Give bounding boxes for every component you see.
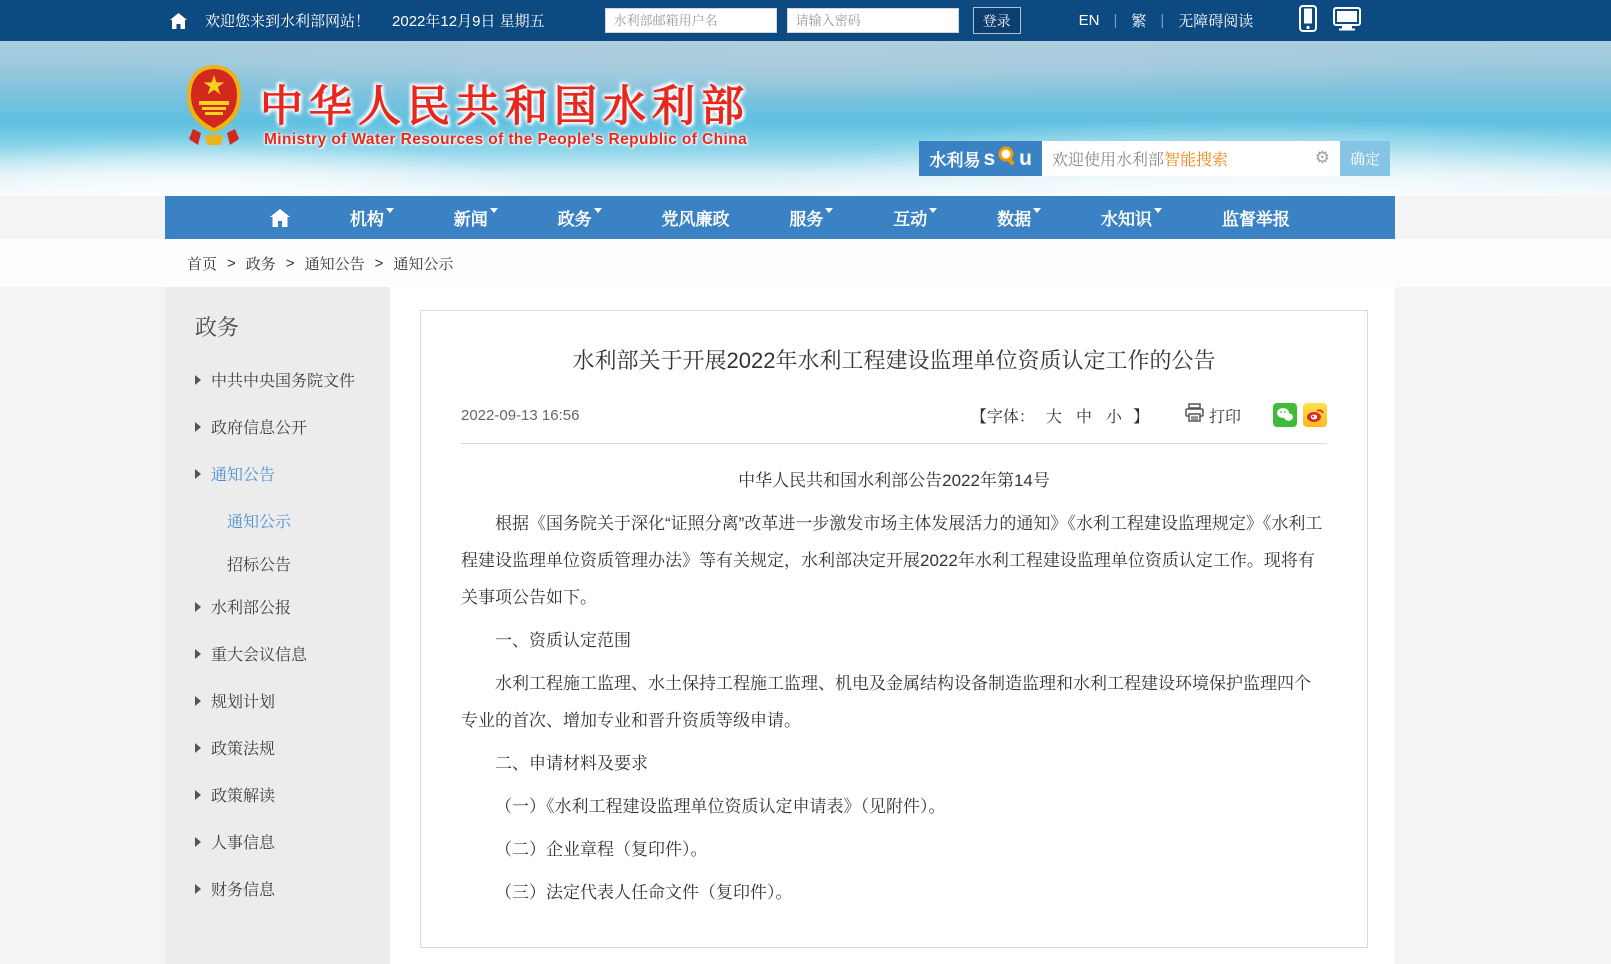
welcome-text: 欢迎您来到水利部网站！ <box>205 13 371 30</box>
triangle-right-icon <box>195 790 201 800</box>
sidebar-item-policies-regulations[interactable]: 政策法规 <box>195 736 390 759</box>
site-subtitle: Ministry of Water Resources of the People's Republic of China <box>264 131 748 148</box>
breadcrumb-separator: > <box>227 255 236 272</box>
caret-down-icon <box>929 208 937 213</box>
article-paragraph: （三）法定代表人任命文件（复印件）。 <box>495 883 793 902</box>
nav-item-supervision-report[interactable]: 监督举报 <box>1221 210 1290 229</box>
accessibility-link[interactable]: 无障碍阅读 <box>1178 13 1254 30</box>
printer-icon <box>1185 404 1204 427</box>
content-area <box>165 287 1395 964</box>
article-section-heading: 一、资质认定范围 <box>495 631 631 650</box>
triangle-right-icon <box>195 837 201 847</box>
breadcrumb-home[interactable]: 首页 <box>187 256 218 273</box>
site-search-input[interactable] <box>1042 141 1340 176</box>
nav-item-services[interactable]: 服务 <box>789 205 833 230</box>
article-paragraph: （二）企业章程（复印件）。 <box>495 840 708 859</box>
triangle-right-icon <box>195 696 201 706</box>
document-number: 中华人民共和国水利部公告2022年第14号 <box>738 471 1050 490</box>
national-emblem-logo <box>183 63 245 152</box>
nav-home[interactable] <box>270 209 290 227</box>
breadcrumb-gov-affairs[interactable]: 政务 <box>245 256 276 273</box>
weibo-share-icon[interactable] <box>1303 403 1327 427</box>
font-size-small-button[interactable]: 小 <box>1105 408 1122 426</box>
nav-item-news[interactable]: 新闻 <box>454 205 498 230</box>
publish-date: 2022-09-13 16:56 <box>461 406 580 424</box>
caret-down-icon <box>490 208 498 213</box>
magnifier-icon <box>998 146 1016 171</box>
mail-username-input[interactable] <box>605 8 777 33</box>
sidebar-item-gov-info-disclosure[interactable]: 政府信息公开 <box>195 415 390 438</box>
nav-item-data[interactable]: 数据 <box>997 205 1041 230</box>
sidebar-item-notice-publicity[interactable]: 通知公示 <box>227 514 292 531</box>
article-paragraph: （一）《水利工程建设监理单位资质认定申请表》（见附件）。 <box>495 797 946 816</box>
site-search-bar <box>919 141 1390 176</box>
triangle-right-icon <box>195 743 201 753</box>
font-size-medium-button[interactable]: 中 <box>1075 408 1092 426</box>
lang-en-link[interactable]: EN <box>1078 12 1100 29</box>
sidebar-item-financial-info[interactable]: 财务信息 <box>195 877 390 900</box>
article-paragraph: 水利工程施工监理、水土保持工程施工监理、机电及金属结构设备制造监理和水利工程建设环境保护监理四个专业的首次、增加专业和晋升资质等级申请。 <box>461 674 1311 730</box>
breadcrumb-notice-publicity[interactable]: 通知公示 <box>393 256 454 273</box>
separator: | <box>1113 12 1118 29</box>
mail-password-input[interactable] <box>787 8 959 33</box>
article-meta <box>461 403 1327 444</box>
main-navigation <box>165 196 1395 239</box>
gear-icon[interactable]: ⚙ <box>1314 148 1330 167</box>
article-section-heading: 二、申请材料及要求 <box>495 754 648 773</box>
nav-item-water-knowledge[interactable]: 水知识 <box>1101 205 1162 230</box>
caret-down-icon <box>1033 208 1041 213</box>
triangle-right-icon <box>195 884 201 894</box>
lang-traditional-link[interactable]: 繁 <box>1131 13 1147 30</box>
search-placeholder: 欢迎使用水利部 <box>1052 152 1165 169</box>
breadcrumb-separator: > <box>374 255 384 272</box>
article-title: 水利部关于开展2022年水利工程建设监理单位资质认定工作的公告 <box>572 348 1216 373</box>
sidebar-title: 政务 <box>195 315 240 340</box>
wechat-share-icon[interactable] <box>1273 403 1297 427</box>
home-icon[interactable] <box>170 13 187 29</box>
sidebar-item-bidding-announcements[interactable]: 招标公告 <box>227 557 292 574</box>
breadcrumb-notices[interactable]: 通知公告 <box>304 256 365 273</box>
sidebar-item-notices[interactable]: 通知公告 <box>195 462 390 485</box>
sidebar-item-mwr-gazette[interactable]: 水利部公报 <box>195 595 390 618</box>
triangle-right-icon <box>195 469 201 479</box>
search-placeholder-highlight: 智能搜索 <box>1164 152 1229 169</box>
font-size-label: 【字体： <box>970 408 1035 426</box>
print-label: 打印 <box>1208 408 1241 426</box>
print-button[interactable] <box>1185 404 1241 427</box>
article-box <box>420 310 1368 948</box>
article-body <box>461 444 1327 911</box>
login-button[interactable]: 登录 <box>973 7 1021 34</box>
article-paragraph: 根据《国务院关于深化“证照分离”改革进一步激发市场主体发展活力的通知》《水利工程建设监理规定》《水利工程建设监理单位资质管理办法》等有关规定，水利部决定开展2022年水利工程建设监理单位资质认定工作。现将有关事项公告如下。 <box>461 514 1323 607</box>
sidebar-item-major-meetings[interactable]: 重大会议信息 <box>195 642 390 665</box>
breadcrumb <box>165 239 1395 287</box>
font-size-large-button[interactable]: 大 <box>1045 408 1062 426</box>
nav-item-orgs[interactable]: 机构 <box>350 205 394 230</box>
mobile-phone-icon[interactable] <box>1299 5 1317 36</box>
caret-down-icon <box>594 208 602 213</box>
desktop-monitor-icon[interactable] <box>1333 7 1361 35</box>
breadcrumb-band <box>0 239 1611 287</box>
site-banner <box>0 41 1611 196</box>
main-panel <box>390 287 1395 964</box>
sidebar-item-central-documents[interactable]: 中共中央国务院文件 <box>195 368 390 391</box>
triangle-right-icon <box>195 602 201 612</box>
breadcrumb-separator: > <box>285 255 295 272</box>
triangle-right-icon <box>195 422 201 432</box>
top-utility-bar <box>0 0 1611 41</box>
current-date: 2022年12月9日 星期五 <box>392 13 545 30</box>
triangle-right-icon <box>195 649 201 659</box>
triangle-right-icon <box>195 375 201 385</box>
sidebar-item-policy-interpretation[interactable]: 政策解读 <box>195 783 390 806</box>
nav-item-interaction[interactable]: 互动 <box>893 205 937 230</box>
caret-down-icon <box>386 208 394 213</box>
site-title: 中华人民共和国水利部 <box>260 83 750 131</box>
search-brand-button[interactable]: 水利易 s u <box>919 141 1042 176</box>
font-size-label-close: 】 <box>1132 408 1149 426</box>
search-confirm-button[interactable]: 确定 <box>1340 141 1390 176</box>
caret-down-icon <box>1154 208 1162 213</box>
caret-down-icon <box>825 208 833 213</box>
sidebar-item-planning[interactable]: 规划计划 <box>195 689 390 712</box>
nav-item-gov-affairs[interactable]: 政务 <box>558 205 602 230</box>
sidebar-item-personnel-info[interactable]: 人事信息 <box>195 830 390 853</box>
sidebar <box>165 287 390 964</box>
separator: | <box>1160 12 1165 29</box>
nav-item-party-conduct[interactable]: 党风廉政 <box>661 210 730 229</box>
